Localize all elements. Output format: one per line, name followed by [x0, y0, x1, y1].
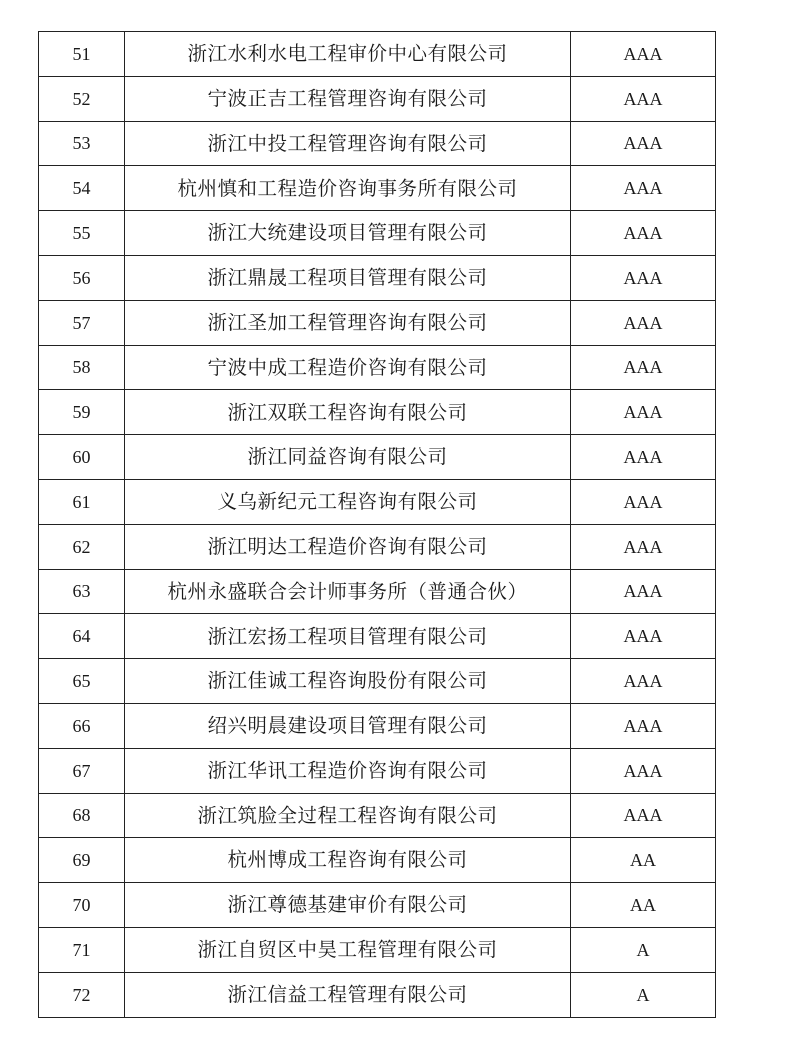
- credit-grade: AAA: [571, 614, 716, 659]
- company-name: 浙江自贸区中昊工程管理有限公司: [125, 927, 571, 972]
- table-row: [39, 345, 716, 390]
- row-number: 62: [39, 524, 125, 569]
- row-number: 51: [39, 32, 125, 77]
- row-number: 56: [39, 255, 125, 300]
- table-row: [39, 748, 716, 793]
- row-number: 57: [39, 300, 125, 345]
- row-number: 59: [39, 390, 125, 435]
- credit-grade: AAA: [571, 255, 716, 300]
- credit-grade: AAA: [571, 121, 716, 166]
- company-name: 宁波中成工程造价咨询有限公司: [125, 345, 571, 390]
- row-number: 71: [39, 927, 125, 972]
- table-row: [39, 883, 716, 928]
- company-name: 杭州永盛联合会计师事务所（普通合伙）: [125, 569, 571, 614]
- table-row: [39, 703, 716, 748]
- credit-grade: AAA: [571, 211, 716, 256]
- row-number: 58: [39, 345, 125, 390]
- row-number: 52: [39, 76, 125, 121]
- table-row: [39, 121, 716, 166]
- credit-grade: AAA: [571, 166, 716, 211]
- company-name: 宁波正吉工程管理咨询有限公司: [125, 76, 571, 121]
- row-number: 55: [39, 211, 125, 256]
- credit-grade: AAA: [571, 390, 716, 435]
- row-number: 72: [39, 972, 125, 1017]
- credit-grade: AAA: [571, 479, 716, 524]
- row-number: 61: [39, 479, 125, 524]
- credit-grade: AAA: [571, 524, 716, 569]
- credit-grade: AAA: [571, 300, 716, 345]
- table-row: [39, 32, 716, 77]
- row-number: 60: [39, 435, 125, 480]
- company-name: 浙江信益工程管理有限公司: [125, 972, 571, 1017]
- table-row: [39, 390, 716, 435]
- row-number: 64: [39, 614, 125, 659]
- table-row: [39, 211, 716, 256]
- company-grade-table: [38, 31, 716, 1018]
- company-name: 浙江中投工程管理咨询有限公司: [125, 121, 571, 166]
- company-name: 浙江圣加工程管理咨询有限公司: [125, 300, 571, 345]
- company-name: 浙江筑脸全过程工程咨询有限公司: [125, 793, 571, 838]
- table-row: [39, 927, 716, 972]
- company-name: 浙江宏扬工程项目管理有限公司: [125, 614, 571, 659]
- table-row: [39, 166, 716, 211]
- row-number: 67: [39, 748, 125, 793]
- table-row: [39, 76, 716, 121]
- table-row: [39, 569, 716, 614]
- company-name: 义乌新纪元工程咨询有限公司: [125, 479, 571, 524]
- table-row: [39, 435, 716, 480]
- company-name: 杭州博成工程咨询有限公司: [125, 838, 571, 883]
- credit-grade: AA: [571, 883, 716, 928]
- table-row: [39, 659, 716, 704]
- credit-grade: AAA: [571, 435, 716, 480]
- credit-grade: A: [571, 972, 716, 1017]
- credit-grade: AAA: [571, 748, 716, 793]
- row-number: 63: [39, 569, 125, 614]
- table-row: [39, 614, 716, 659]
- table-row: [39, 972, 716, 1017]
- table-row: [39, 838, 716, 883]
- company-name: 浙江华讯工程造价咨询有限公司: [125, 748, 571, 793]
- credit-grade: A: [571, 927, 716, 972]
- company-name: 浙江尊德基建审价有限公司: [125, 883, 571, 928]
- company-name: 浙江佳诚工程咨询股份有限公司: [125, 659, 571, 704]
- row-number: 68: [39, 793, 125, 838]
- credit-grade: AAA: [571, 345, 716, 390]
- row-number: 69: [39, 838, 125, 883]
- company-name: 浙江水利水电工程审价中心有限公司: [125, 32, 571, 77]
- credit-grade: AA: [571, 838, 716, 883]
- credit-grade: AAA: [571, 703, 716, 748]
- table-row: [39, 524, 716, 569]
- row-number: 65: [39, 659, 125, 704]
- table-row: [39, 255, 716, 300]
- company-name: 浙江大统建设项目管理有限公司: [125, 211, 571, 256]
- row-number: 70: [39, 883, 125, 928]
- row-number: 53: [39, 121, 125, 166]
- credit-grade: AAA: [571, 659, 716, 704]
- company-name: 浙江双联工程咨询有限公司: [125, 390, 571, 435]
- company-name: 浙江鼎晟工程项目管理有限公司: [125, 255, 571, 300]
- credit-grade: AAA: [571, 569, 716, 614]
- credit-grade: AAA: [571, 76, 716, 121]
- table-row: [39, 479, 716, 524]
- credit-grade: AAA: [571, 793, 716, 838]
- row-number: 54: [39, 166, 125, 211]
- table-row: [39, 300, 716, 345]
- company-name: 绍兴明晨建设项目管理有限公司: [125, 703, 571, 748]
- table-row: [39, 793, 716, 838]
- row-number: 66: [39, 703, 125, 748]
- company-name: 浙江明达工程造价咨询有限公司: [125, 524, 571, 569]
- company-name: 杭州慎和工程造价咨询事务所有限公司: [125, 166, 571, 211]
- company-name: 浙江同益咨询有限公司: [125, 435, 571, 480]
- credit-grade: AAA: [571, 32, 716, 77]
